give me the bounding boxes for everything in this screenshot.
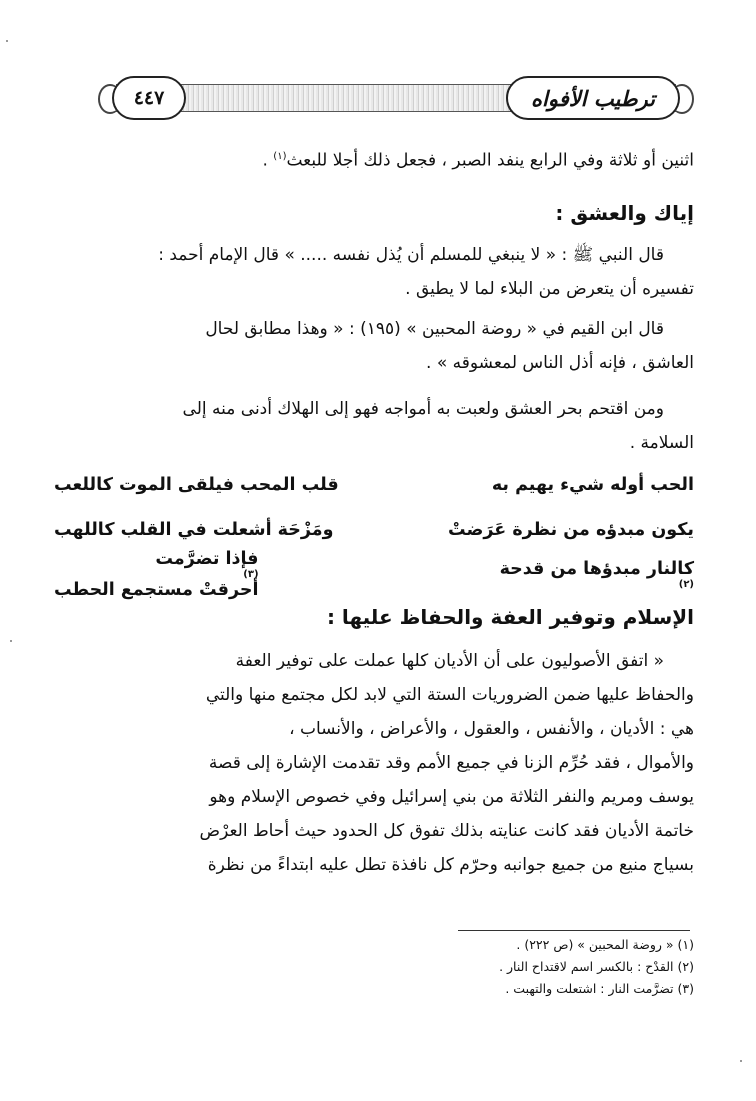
hemistich: يكون مبدؤه من نظرة عَرَضتْ xyxy=(447,519,694,540)
page-number: ٤٤٧ xyxy=(112,76,186,120)
footnote-divider xyxy=(458,930,690,931)
footnote-ref: (١) xyxy=(273,151,287,162)
footnote-ref: (٣) xyxy=(243,569,259,580)
page-header xyxy=(98,72,694,124)
body-text-top xyxy=(62,140,694,174)
section-heading-islam: الإسلام وتوفير العفة والحفاظ عليها : xyxy=(326,605,694,629)
body-text-ibn-qayyim xyxy=(62,312,694,380)
body-text-section2 xyxy=(62,644,694,882)
text-line: بسياج منيع من جميع جوانبه وحرّم كل نافذة تطل عليه ابتداءً من نظرة xyxy=(207,855,694,875)
text-line: قال النبي ﷺ : « لا ينبغي للمسلم أن يُذل نفسه ..... » قال الإمام أحمد : xyxy=(158,245,664,265)
footnotes xyxy=(394,934,694,1000)
scan-speck xyxy=(740,1060,742,1062)
running-title: ترطيب الأفواه xyxy=(506,76,680,120)
footnote-2: (٢) القدْح : بالكسر اسم لاقتداح النار . xyxy=(499,959,694,974)
footnote-3: (٣) تضرَّمت النار : اشتعلت والتهبت . xyxy=(505,981,694,996)
text-line: والأموال ، فقد حُرِّم الزنا في جميع الأمم وقد تقدمت الإشارة إلى قصة xyxy=(208,753,694,773)
text-line: العاشق ، فإنه أذل الناس لمعشوقه » . xyxy=(426,353,694,373)
body-text-bahr xyxy=(62,392,694,460)
hemistich: كالنار مبدؤها من قدحة (٢) xyxy=(499,559,694,590)
hemistich: ومَزْحَة أشعلت في القلب كاللهب xyxy=(54,519,334,540)
text-line: « اتفق الأصوليون على أن الأديان كلها عملت على توفير العفة xyxy=(235,651,664,671)
text-line: والحفاظ عليها ضمن الضروريات الستة التي لابد لكل مجتمع منها والتي xyxy=(205,685,694,705)
poem-verse xyxy=(54,462,694,507)
text-line: السلامة . xyxy=(629,433,694,453)
text-line: خاتمة الأديان فقد كانت عنايته بذلك تفوق كل الحدود حيث أحاط العرْض xyxy=(199,821,694,841)
scan-speck xyxy=(6,40,8,42)
hemistich: فإذا تضرَّمت (٣) أحرقتْ مستجمع الحطب xyxy=(54,549,259,600)
text-line: ومن اقتحم بحر العشق ولعبت به أمواجه فهو إلى الهلاك أدنى منه إلى xyxy=(182,399,664,419)
text-line: اثنين أو ثلاثة وفي الرابع ينفد الصبر ، فجعل ذلك أجلا للبعث$^{(١)}$ . xyxy=(262,150,694,171)
body-text-hadith xyxy=(62,238,694,306)
text-line: يوسف ومريم والنفر الثلاثة من بني إسرائيل وفي خصوص الإسلام وهو xyxy=(209,787,694,807)
text-line: تفسيره أن يتعرض من البلاء لما لا يطيق . xyxy=(405,279,694,299)
text-line: قال ابن القيم في « روضة المحبين » (١٩٥) : « وهذا مطابق لحال xyxy=(205,319,664,339)
text-line: هي : الأديان ، والأنفس ، والعقول ، والأعراض ، والأنساب ، xyxy=(289,719,694,739)
poem-verse xyxy=(54,549,694,600)
hemistich: الحب أوله شيء يهيم به xyxy=(491,474,694,495)
poem-verse xyxy=(54,507,694,552)
scan-speck xyxy=(10,640,12,642)
section-heading-ishq: إياك والعشق : xyxy=(555,201,694,225)
hemistich: قلب المحب فيلقى الموت كاللعب xyxy=(54,474,339,495)
footnote-1: (١) « روضة المحبين » (ص ٢٢٢) . xyxy=(516,937,694,952)
footnote-ref: (٢) xyxy=(678,579,694,590)
poem xyxy=(54,462,694,600)
